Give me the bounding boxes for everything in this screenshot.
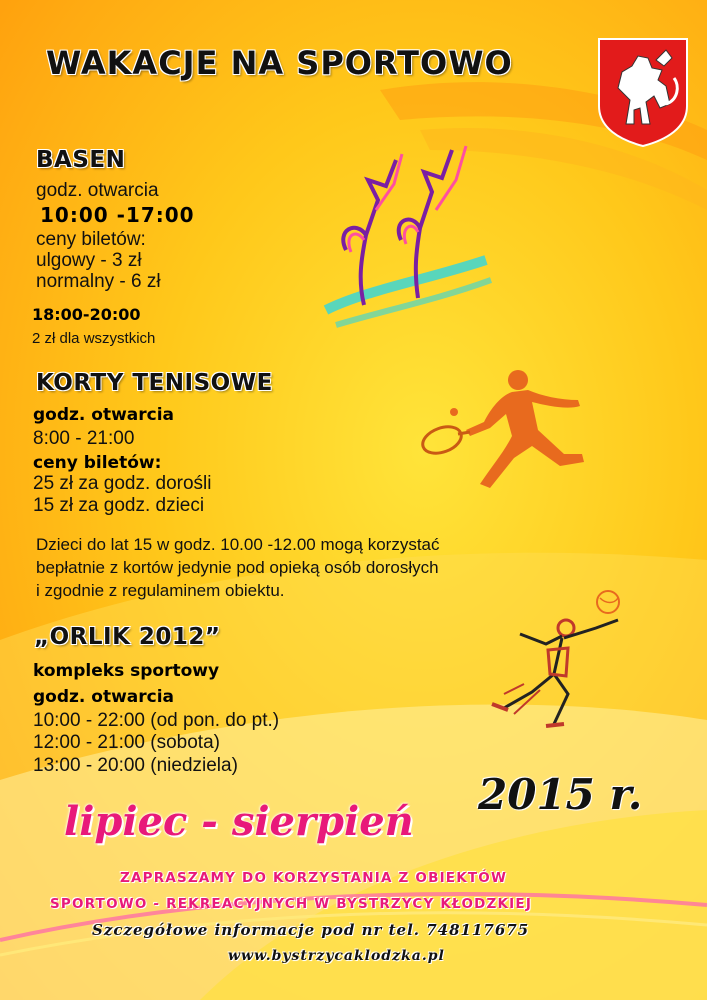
- orlik-subtitle: kompleks sportowy: [33, 661, 220, 681]
- synchronized-swimmers-icon: [306, 140, 496, 330]
- orlik-schedule-3: 13:00 - 20:00 (niedziela): [33, 755, 238, 776]
- period-months: lipiec - sierpień: [64, 798, 414, 845]
- korty-price-adults: 25 zł za godz. dorośli: [33, 473, 212, 494]
- footer-website-link[interactable]: www.bystrzycaklodzka.pl: [228, 948, 445, 964]
- basen-prices-label: ceny biletów:: [36, 229, 146, 250]
- orlik-schedule-1: 10:00 - 22:00 (od pon. do pt.): [33, 710, 280, 731]
- korty-hours: 8:00 - 21:00: [33, 428, 135, 449]
- period-year: 2015 r.: [478, 770, 643, 819]
- korty-prices-label: ceny biletów:: [33, 453, 162, 473]
- orlik-heading: „ORLIK 2012”: [34, 624, 221, 650]
- basen-price-normal: normalny - 6 zł: [36, 271, 161, 292]
- orlik-schedule-2: 12:00 - 21:00 (sobota): [33, 732, 220, 753]
- footer-invite-line-2: SPORTOWO - REKREACYJNYCH W BYSTRZYCY KŁODZKIEJ: [50, 896, 533, 912]
- crest-lion-icon: [596, 36, 690, 148]
- footer-invite-line-1: ZAPRASZAMY DO KORZYSTANIA Z OBIEKTÓW: [120, 870, 508, 886]
- basen-evening-hours: 18:00-20:00: [32, 305, 141, 324]
- korty-note-line-2: bepłatnie z kortów jedynie pod opieką osób dorosłych: [36, 558, 439, 577]
- basen-hours: 10:00 -17:00: [40, 203, 195, 227]
- korty-heading: KORTY TENISOWE: [36, 370, 273, 396]
- basen-hours-label: godz. otwarcia: [36, 180, 159, 201]
- page-title: WAKACJE NA SPORTOWO: [46, 44, 513, 82]
- korty-hours-label: godz. otwarcia: [33, 405, 175, 425]
- korty-note-line-1: Dzieci do lat 15 w godz. 10.00 -12.00 mogą korzystać: [36, 535, 440, 554]
- volleyball-player-icon: [484, 584, 644, 734]
- basen-heading: BASEN: [36, 147, 126, 173]
- footer-info-phone: Szczegółowe informacje pod nr tel. 748117675: [92, 921, 530, 939]
- basen-price-reduced: ulgowy - 3 zł: [36, 250, 142, 271]
- korty-note-line-3: i zgodnie z regulaminem obiektu.: [36, 581, 285, 600]
- korty-price-kids: 15 zł za godz. dzieci: [33, 495, 205, 516]
- basen-evening-price: 2 zł dla wszystkich: [32, 330, 156, 347]
- orlik-hours-label: godz. otwarcia: [33, 687, 175, 707]
- tennis-player-icon: [420, 366, 600, 496]
